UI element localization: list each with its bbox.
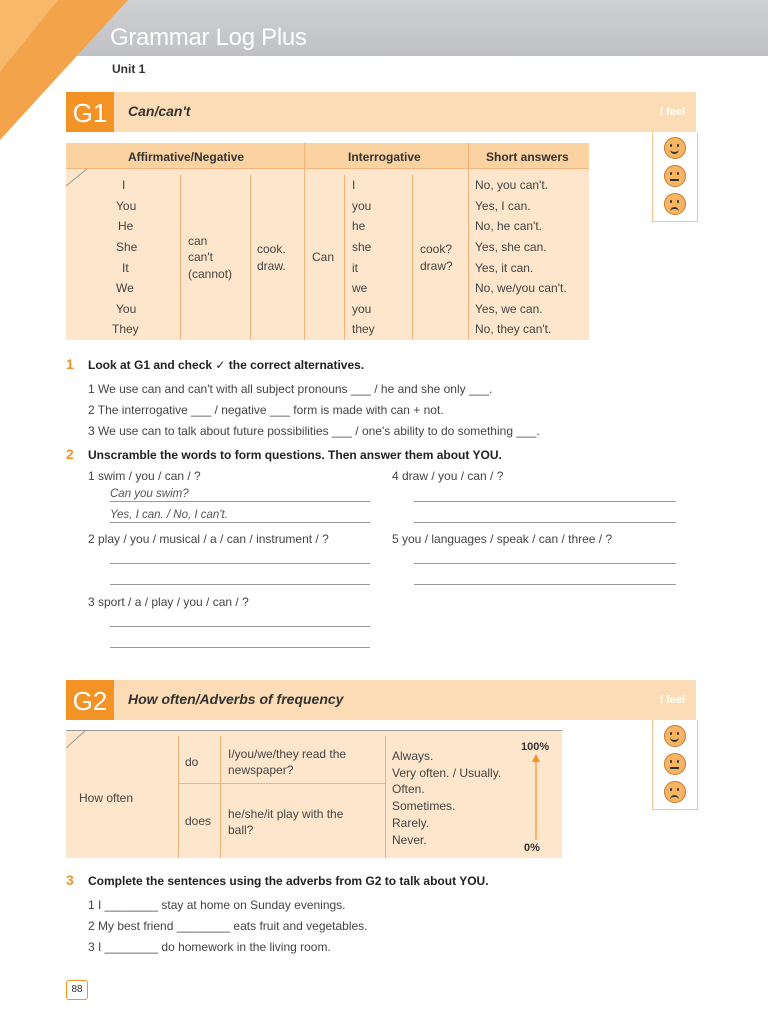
g1-q-verb: cook? (420, 242, 453, 256)
g1-table-corner (66, 168, 106, 188)
g1-ifeel-label: I feel (660, 106, 686, 118)
g1-pronoun: She (116, 240, 138, 254)
ex1-item[interactable]: 2 The interrogative ___ / negative ___ form is made with can + not. (88, 403, 444, 417)
ex2-title: Unscramble the words to form questions. Then answer them about YOU. (88, 448, 502, 462)
g1-divider (304, 143, 305, 340)
g2-aux: does (185, 814, 212, 828)
g2-ifeel-label: I feel (660, 694, 686, 706)
unit-label: Unit 1 (112, 62, 146, 76)
g1-verb: draw. (257, 259, 286, 273)
g1-can-word: Can (312, 250, 335, 264)
ex3-item[interactable]: 1 I ________ stay at home on Sunday evenings. (88, 898, 346, 912)
g1-short-answer: Yes, she can. (475, 240, 547, 254)
g2-row-divider (178, 783, 385, 784)
ex3-title: Complete the sentences using the adverbs from G2 to talk about YOU. (88, 874, 489, 888)
g2-adverb: Very often. / Usually. (392, 766, 502, 780)
g1-q-pronoun: you (352, 199, 372, 213)
g1-pronoun: I (122, 178, 126, 192)
corner-decoration-inner (0, 0, 58, 72)
g1-q-verb: draw? (420, 259, 453, 273)
g1-q-pronoun: it (352, 261, 358, 275)
scale-bottom-label: 0% (524, 842, 540, 854)
g2-top-rule (66, 730, 562, 731)
g2-divider (220, 736, 221, 858)
answer-line[interactable] (414, 501, 676, 502)
g2-divider (385, 736, 386, 858)
g2-adverb: Often. (392, 782, 425, 796)
answer-line[interactable] (414, 584, 676, 585)
ex2-prompt: 3 sport / a / play / you / can / ? (88, 595, 249, 609)
g2-title: How often/Adverbs of frequency (128, 691, 344, 707)
g1-col-interrogative: Interrogative (348, 150, 421, 164)
g1-pronoun: We (116, 281, 134, 295)
g2-subject: he/she/it play with the ball? (228, 807, 344, 837)
g2-adverb: Always. (392, 749, 434, 763)
g1-pronoun: You (116, 302, 137, 316)
g1-pronoun: You (116, 199, 137, 213)
g1-q-pronoun: she (352, 240, 372, 254)
ex3-item[interactable]: 3 I ________ do homework in the living room. (88, 940, 331, 954)
g1-modal: can't (188, 250, 213, 264)
g1-col-affirmative: Affirmative/Negative (128, 150, 245, 164)
g2-how-often: How often (79, 791, 134, 805)
ex3-number: 3 (66, 872, 74, 888)
g1-divider (344, 175, 345, 340)
ex2-number: 2 (66, 446, 74, 462)
g1-pronoun: They (112, 322, 139, 336)
g2-ifeel-faces (652, 720, 698, 810)
ex2-prompt: 2 play / you / musical / a / can / instrument / ? (88, 532, 329, 546)
page-title: Grammar Log Plus (110, 24, 307, 51)
g1-q-pronoun: you (352, 302, 372, 316)
g1-header-rule (66, 168, 589, 169)
g1-modal: can (188, 234, 208, 248)
answer-line[interactable] (110, 584, 370, 585)
g1-pronoun: He (118, 219, 134, 233)
g1-q-pronoun: we (352, 281, 368, 295)
neutral-face-icon[interactable] (664, 753, 686, 775)
ex1-number: 1 (66, 356, 74, 372)
g2-divider (178, 736, 179, 858)
g2-table-corner (66, 730, 96, 750)
g2-adverb: Never. (392, 833, 427, 847)
sad-face-icon[interactable] (664, 781, 686, 803)
page-number: 88 (66, 980, 88, 1000)
g1-divider (412, 175, 413, 340)
g1-divider (468, 143, 469, 340)
answer-line[interactable] (414, 522, 676, 523)
g2-number: G2 (66, 680, 114, 720)
g1-short-answer: No, they can't. (475, 322, 552, 336)
answer-line[interactable] (110, 647, 370, 648)
answer-line[interactable] (110, 626, 370, 627)
answer-line[interactable] (110, 522, 370, 523)
ex2-example-answer: Yes, I can. / No, I can't. (110, 509, 228, 521)
g2-aux: do (185, 755, 199, 769)
sad-face-icon[interactable] (664, 193, 686, 215)
frequency-arrow-icon (530, 754, 542, 842)
happy-face-icon[interactable] (664, 137, 686, 159)
g1-short-answer: No, he can't. (475, 219, 542, 233)
answer-line[interactable] (110, 501, 370, 502)
neutral-face-icon[interactable] (664, 165, 686, 187)
g1-q-pronoun: he (352, 219, 366, 233)
g1-pronoun: It (122, 261, 129, 275)
g2-adverb: Rarely. (392, 816, 430, 830)
ex1-title: Look at G1 and check ✓ the correct alternatives. (88, 358, 365, 372)
ex2-prompt: 5 you / languages / speak / can / three / ? (392, 532, 613, 546)
g2-subject: I/you/we/they read the newspaper? (228, 747, 347, 777)
ex2-prompt: 4 draw / you / can / ? (392, 469, 504, 483)
g1-short-answer: No, we/you can't. (475, 281, 567, 295)
g1-modal: (cannot) (188, 267, 233, 281)
ex3-item[interactable]: 2 My best friend ________ eats fruit and vegetables. (88, 919, 368, 933)
ex1-item[interactable]: 1 We use can and can't with all subject pronouns ___ / he and she only ___. (88, 382, 493, 396)
g1-q-pronoun: I (352, 178, 356, 192)
ex1-item[interactable]: 3 We use can to talk about future possibilities ___ / one's ability to do something ___. (88, 424, 540, 438)
ex2-prompt: 1 swim / you / can / ? (88, 469, 201, 483)
happy-face-icon[interactable] (664, 725, 686, 747)
g1-number: G1 (66, 92, 114, 132)
g1-verb: cook. (257, 242, 286, 256)
g1-short-answer: No, you can't. (475, 178, 548, 192)
scale-top-label: 100% (521, 741, 550, 753)
g1-ifeel-faces (652, 132, 698, 222)
g1-col-short-answers: Short answers (486, 150, 569, 164)
g1-title: Can/can't (128, 103, 191, 119)
g1-short-answer: Yes, we can. (475, 302, 543, 316)
g1-divider (180, 175, 181, 340)
ex2-example-question: Can you swim? (110, 488, 189, 500)
g1-short-answer: Yes, it can. (475, 261, 534, 275)
g1-short-answer: Yes, I can. (475, 199, 531, 213)
answer-line[interactable] (414, 563, 676, 564)
g1-q-pronoun: they (352, 322, 375, 336)
g1-divider (250, 175, 251, 340)
g2-adverb: Sometimes. (392, 799, 456, 813)
answer-line[interactable] (110, 563, 370, 564)
